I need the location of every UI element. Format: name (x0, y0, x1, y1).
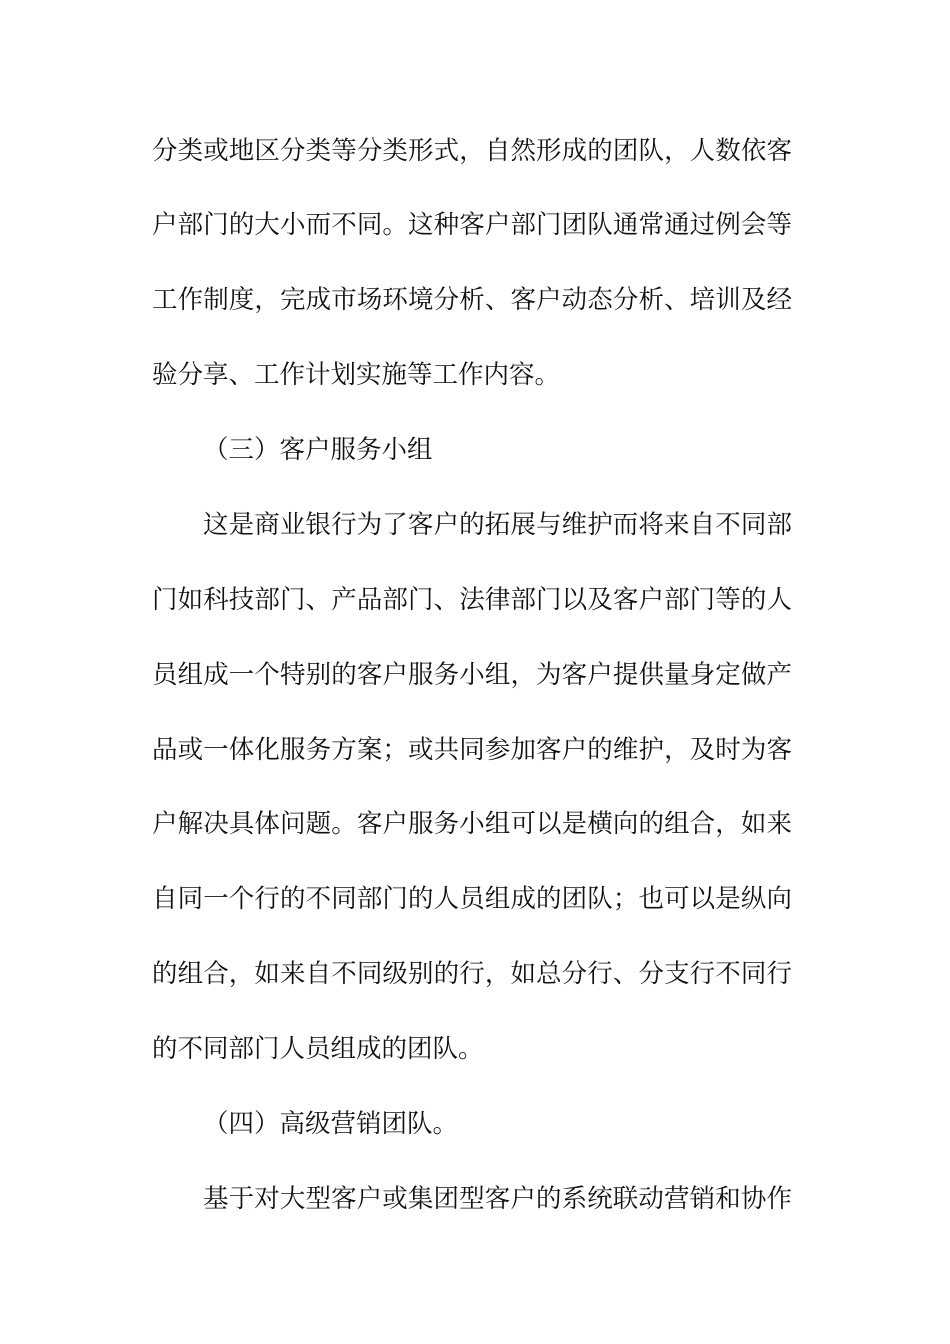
paragraph-first-line: 这是商业银行为了客户的拓展与维护而将来自不同部 (203, 510, 792, 540)
body-text-line: 的不同部门人员组成的团队。 (152, 1034, 484, 1064)
body-text-line: 工作制度，完成市场环境分析、客户动态分析、培训及经 (152, 285, 792, 315)
body-text-line: 户部门的大小而不同。这种客户部门团队通常通过例会等 (152, 210, 792, 240)
section-heading-3: （三）客户服务小组 (203, 435, 433, 465)
body-text-line: 验分享、工作计划实施等工作内容。 (152, 360, 561, 390)
body-text-line: 自同一个行的不同部门的人员组成的团队；也可以是纵向 (152, 884, 792, 914)
body-text-line: 的组合，如来自不同级别的行，如总分行、分支行不同行 (152, 959, 792, 989)
section-heading-4: （四）高级营销团队。 (203, 1109, 459, 1139)
body-text-line: 分类或地区分类等分类形式，自然形成的团队，人数依客 (152, 136, 792, 166)
body-text-line: 品或一体化服务方案；或共同参加客户的维护，及时为客 (152, 735, 792, 765)
body-text-line: 员组成一个特别的客户服务小组，为客户提供量身定做产 (152, 660, 792, 690)
paragraph-first-line: 基于对大型客户或集团型客户的系统联动营销和协作 (203, 1184, 792, 1214)
body-text-line: 户解决具体问题。客户服务小组可以是横向的组合，如来 (152, 809, 792, 839)
body-text-line: 门如科技部门、产品部门、法律部门以及客户部门等的人 (152, 585, 792, 615)
